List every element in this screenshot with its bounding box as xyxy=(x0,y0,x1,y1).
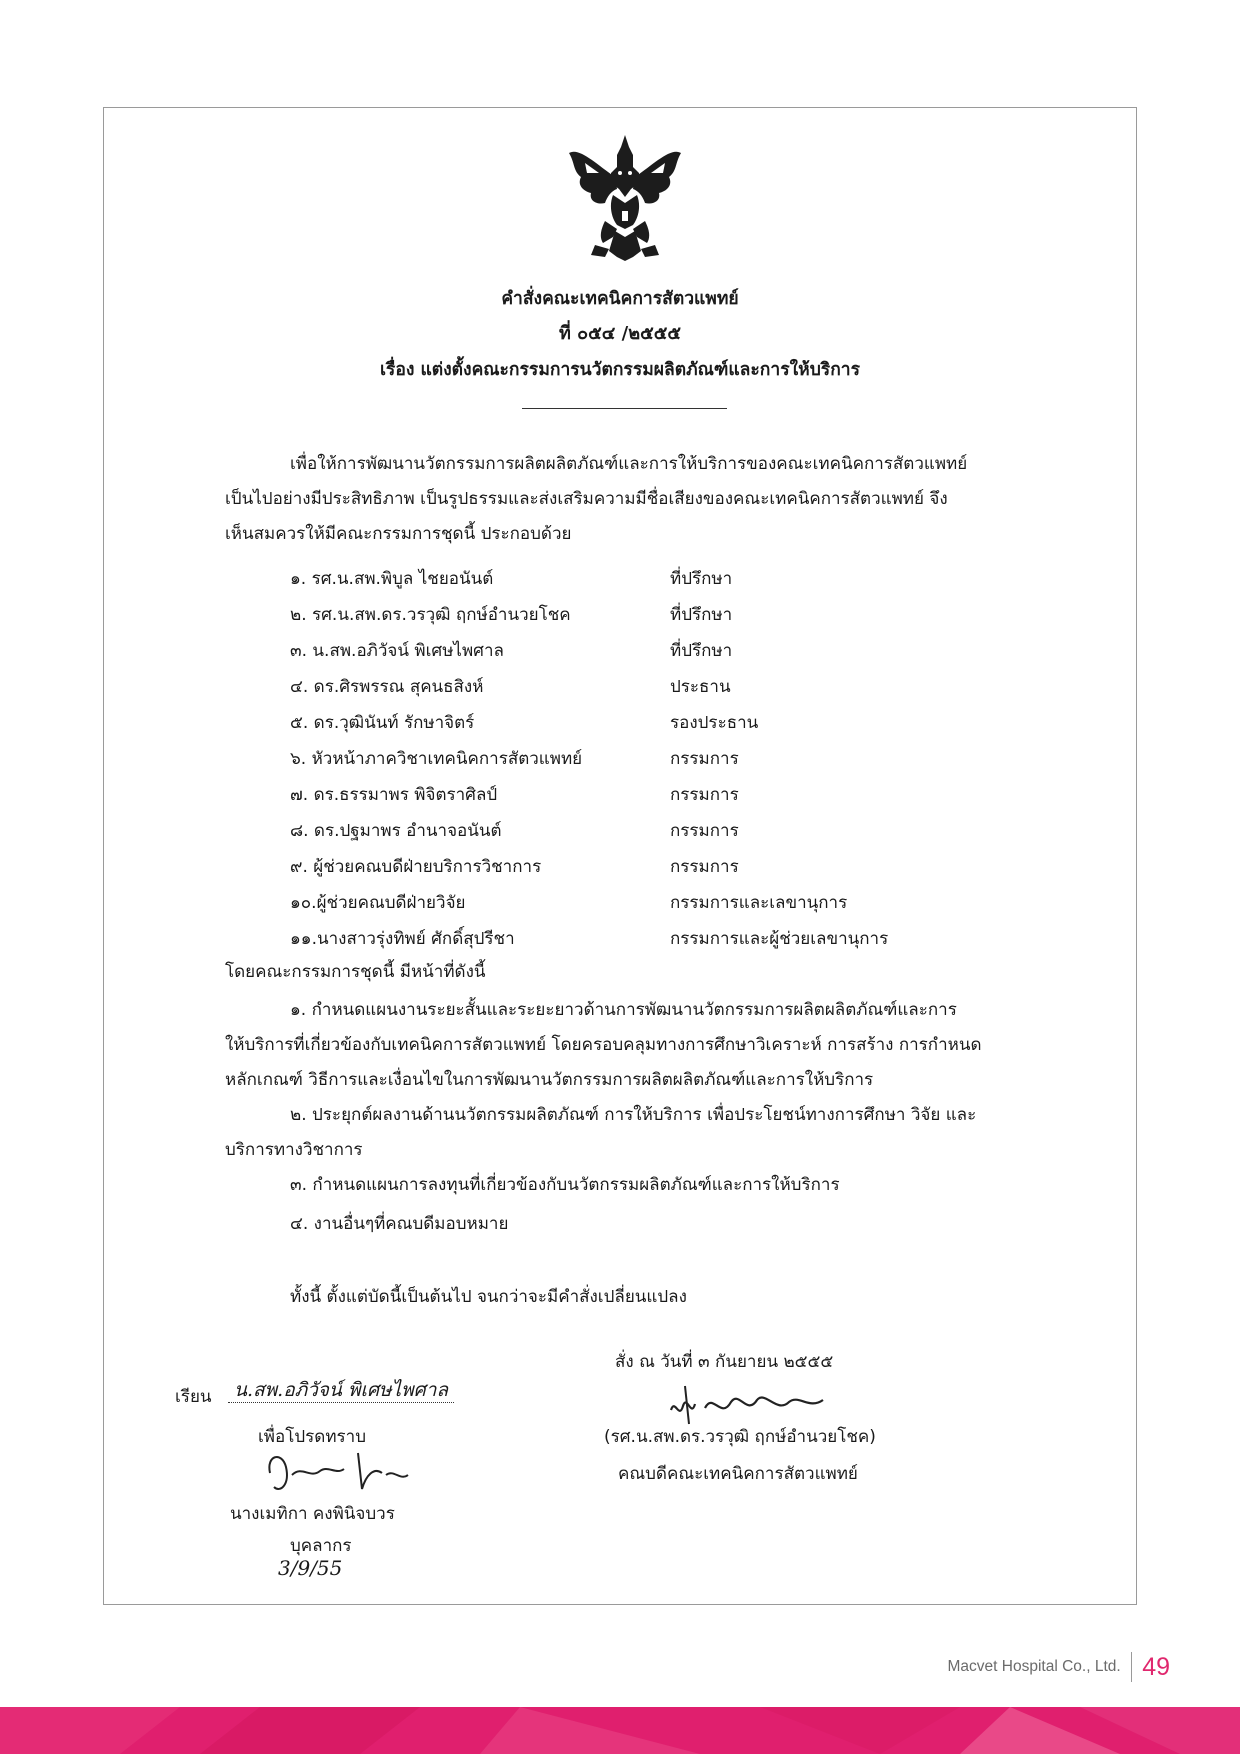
header-divider xyxy=(522,408,727,409)
member-name: ๘. ดร.ปฐมาพร อำนาจอนันต์ xyxy=(290,821,502,841)
member-name: ๔. ดร.ศิรพรรณ สุคนธสิงห์ xyxy=(290,677,484,697)
routing-to-name: น.สพ.อภิวัจน์ พิเศษไพศาล xyxy=(228,1378,454,1403)
page-number: 49 xyxy=(1142,1652,1170,1681)
routing-for-info: เพื่อโปรดทราบ xyxy=(258,1427,366,1447)
member-name: ๒. รศ.น.สพ.ดร.วรวุฒิ ฤกษ์อำนวยโชค xyxy=(290,605,571,625)
member-role: กรรมการและเลขานุการ xyxy=(670,893,848,913)
intro-line-1: เพื่อให้การพัฒนานวัตกรรมการผลิตผลิตภัณฑ์และการให้บริการของคณะเทคนิคการสัตวแพทย์ xyxy=(290,454,968,474)
intro-line-3: เห็นสมควรให้มีคณะกรรมการชุดนี้ ประกอบด้วย xyxy=(225,524,572,544)
member-role: ที่ปรึกษา xyxy=(670,605,733,625)
staff-title: บุคลากร xyxy=(290,1536,352,1556)
page-footer xyxy=(948,1652,1170,1682)
order-number: ที่ ๐๕๔ /๒๕๕๕ xyxy=(559,323,681,344)
member-name: ๓. น.สพ.อภิวัจน์ พิเศษไพศาล xyxy=(290,641,504,661)
member-role: ที่ปรึกษา xyxy=(670,641,733,661)
duty-line: บริการทางวิชาการ xyxy=(225,1140,363,1160)
order-subject: เรื่อง แต่งตั้งคณะกรรมการนวัตกรรมผลิตภัณฑ์และการให้บริการ xyxy=(379,360,861,380)
intro-line-2: เป็นไปอย่างมีประสิทธิภาพ เป็นรูปธรรมและส่งเสริมความมีชื่อเสียงของคณะเทคนิคการสัตวแพทย์ จึง xyxy=(225,489,948,509)
member-role: กรรมการ xyxy=(670,749,739,769)
duty-line: หลักเกณฑ์ วิธีการและเงื่อนไขในการพัฒนานวัตกรรมการผลิตผลิตภัณฑ์และการให้บริการ xyxy=(225,1070,874,1090)
footer-divider xyxy=(1131,1652,1133,1682)
footer-accent-band xyxy=(0,1707,1240,1754)
dean-name: (รศ.น.สพ.ดร.วรวุฒิ ฤกษ์อำนวยโชค) xyxy=(604,1427,876,1447)
member-name: ๑๐.ผู้ช่วยคณบดีฝ่ายวิจัย xyxy=(290,893,466,913)
member-role: ประธาน xyxy=(670,677,731,697)
member-role: กรรมการ xyxy=(670,785,739,805)
footer-company: Macvet Hospital Co., Ltd. xyxy=(947,1658,1121,1675)
closing-statement: ทั้งนี้ ตั้งแต่บัดนี้เป็นต้นไป จนกว่าจะมีคำสั่งเปลี่ยนแปลง xyxy=(290,1287,687,1307)
duties-intro: โดยคณะกรรมการชุดนี้ มีหน้าที่ดังนี้ xyxy=(225,962,486,982)
member-role: กรรมการ xyxy=(670,857,739,877)
member-role: กรรมการและผู้ช่วยเลขานุการ xyxy=(670,929,889,949)
band-facet-pattern xyxy=(0,1707,1240,1754)
member-role: กรรมการ xyxy=(670,821,739,841)
member-role: ที่ปรึกษา xyxy=(670,569,733,589)
duty-line: ๓. กำหนดแผนการลงทุนที่เกี่ยวข้องกับนวัตกรรมผลิตภัณฑ์และการให้บริการ xyxy=(290,1175,840,1195)
dean-signature-icon xyxy=(665,1380,830,1430)
order-title: คำสั่งคณะเทคนิคการสัตวแพทย์ xyxy=(501,289,739,309)
duty-line: ๑. กำหนดแผนงานระยะสั้นและระยะยาวด้านการพัฒนานวัตกรรมการผลิตผลิตภัณฑ์และการ xyxy=(290,1000,957,1020)
staff-signature-icon xyxy=(262,1445,412,1497)
duty-line: ให้บริการที่เกี่ยวข้องกับเทคนิคการสัตวแพทย์ โดยครอบคลุมทางการศึกษาวิเคราะห์ การสร้าง การกำหนด xyxy=(225,1035,982,1055)
dean-position: คณบดีคณะเทคนิคการสัตวแพทย์ xyxy=(618,1464,858,1484)
member-role: รองประธาน xyxy=(670,713,759,733)
member-name: ๙. ผู้ช่วยคณบดีฝ่ายบริการวิชาการ xyxy=(290,857,542,877)
member-name: ๑. รศ.น.สพ.พิบูล ไชยอนันต์ xyxy=(290,569,494,589)
handwritten-date: 3/9/55 xyxy=(278,1556,343,1580)
garuda-emblem-icon xyxy=(565,133,685,265)
duty-line: ๒. ประยุกต์ผลงานด้านนวัตกรรมผลิตภัณฑ์ การให้บริการ เพื่อประโยชน์ทางการศึกษา วิจัย และ xyxy=(290,1105,977,1125)
member-name: ๗. ดร.ธรรมาพร พิจิตราศิลป์ xyxy=(290,785,498,805)
member-name: ๖. หัวหน้าภาควิชาเทคนิคการสัตวแพทย์ xyxy=(290,749,583,769)
signing-date: สั่ง ณ วันที่ ๓ กันยายน ๒๕๕๕ xyxy=(615,1352,834,1372)
member-name: ๑๑.นางสาวรุ่งทิพย์ ศักดิ์สุปรีชา xyxy=(290,929,515,949)
duty-line: ๔. งานอื่นๆที่คณบดีมอบหมาย xyxy=(290,1214,509,1234)
member-name: ๕. ดร.วุฒินันท์ รักษาจิตร์ xyxy=(290,713,475,733)
routing-to-prefix: เรียน xyxy=(175,1387,212,1407)
staff-name: นางเมทิกา คงพินิจบวร xyxy=(230,1504,395,1524)
